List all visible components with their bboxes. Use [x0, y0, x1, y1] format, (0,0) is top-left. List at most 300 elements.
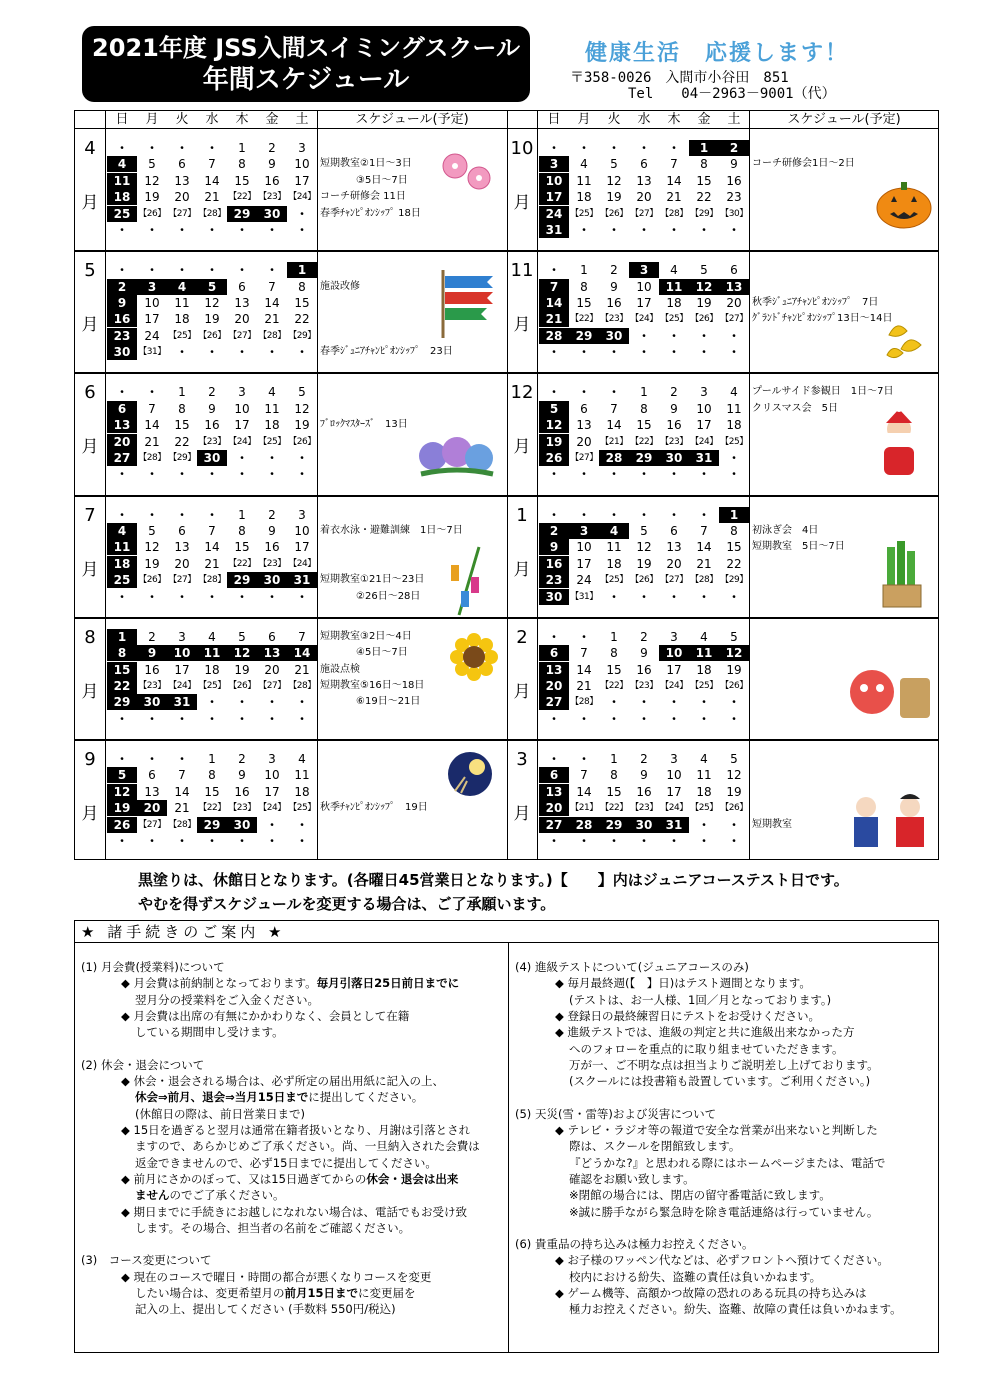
calendar-day: ・	[175, 263, 188, 278]
calendar-day: ・	[547, 752, 560, 766]
calendar-day: 15	[107, 662, 137, 678]
calendar-day: 9	[640, 646, 648, 661]
calendar-day: 28	[569, 817, 599, 833]
weekday-header: 金	[265, 112, 279, 127]
calendar-day: 【27】	[630, 208, 658, 219]
calendar-day: 8	[238, 157, 246, 172]
calendar-day: 6	[268, 629, 276, 644]
calendar-day: 19	[204, 312, 220, 327]
calendar-day: 15	[636, 418, 652, 433]
calendar-day: 【28】	[198, 208, 226, 219]
title-line2: 年間スケジュール	[202, 65, 410, 95]
procedure-line: 万が一、ご不明な点は担当よりご説明差し上げております。	[569, 1057, 879, 1072]
calendar-day: 12	[204, 296, 220, 310]
calendar-day: 7	[539, 279, 569, 295]
calendar-day: ・	[697, 223, 710, 237]
calendar-day: ・	[265, 817, 278, 832]
calendar-day: ・	[205, 141, 218, 155]
calendar-day: 4	[700, 752, 708, 766]
schedule-header: スケジュール(予定)	[355, 112, 469, 127]
grid-hline	[75, 617, 938, 619]
grid-vline	[537, 111, 538, 859]
calendar-day: 14	[696, 540, 712, 555]
calendar-day: 15	[174, 418, 190, 433]
calendar-day: 28	[599, 450, 629, 466]
calendar-day: 7	[298, 629, 306, 644]
calendar-day: 【24】	[228, 436, 256, 447]
calendar-day: 30	[659, 450, 689, 466]
calendar-day: 16	[636, 784, 652, 799]
calendar-day: 【27】	[660, 575, 688, 586]
calendar-day: ・	[295, 695, 308, 710]
calendar-day: 20	[264, 662, 280, 677]
hydrangea-icon	[417, 430, 497, 484]
calendar-day: 18	[107, 556, 137, 572]
calendar-day: 17	[144, 312, 160, 327]
calendar-day: 【26】	[138, 575, 166, 586]
calendar-day: 8	[610, 768, 618, 783]
grid-hline	[75, 495, 938, 497]
calendar-day: 6	[148, 768, 156, 783]
calendar-day: ・	[265, 467, 278, 482]
calendar-day: 12	[107, 784, 137, 800]
calendar-day: 22	[107, 678, 137, 694]
procedure-line: 記入の上、提出してください (手数料 550円/税込)	[135, 1302, 396, 1317]
calendar-day: 17	[576, 556, 592, 571]
calendar-day: 1	[610, 752, 618, 766]
calendar-day: 11	[689, 645, 719, 661]
calendar-day: ・	[145, 711, 158, 726]
calendar-day: 17	[234, 418, 250, 433]
schedule-event: 短期教室⑤16日～18日	[320, 680, 425, 691]
calendar-day: 18	[606, 556, 622, 571]
calendar-day: 18	[726, 418, 742, 433]
calendar-day: ・	[265, 834, 278, 848]
calendar-day: 【22】	[198, 803, 226, 814]
calendar-day: 3	[700, 385, 708, 400]
calendar-day: 10	[576, 540, 592, 555]
kadomatsu-icon	[879, 537, 925, 613]
calendar-day: 18	[204, 662, 220, 677]
calendar-day: ・	[667, 834, 680, 848]
calendar-day: 18	[696, 662, 712, 677]
calendar-day: 31	[689, 450, 719, 466]
calendar-day: 19	[144, 556, 160, 571]
calendar-day: 30	[257, 206, 287, 222]
notice-line1: 黒塗りは、休館日となります。(各曜日45営業日となります。)【 】内はジュニアコーステスト日です。	[138, 871, 849, 889]
calendar-day: 8	[178, 401, 186, 416]
calendar-day: 16	[264, 173, 280, 188]
calendar-day: 【25】	[690, 681, 718, 691]
calendar-day: 20	[726, 296, 742, 310]
month-label: 月	[81, 315, 99, 336]
calendar-day: 16	[144, 662, 160, 677]
calendar-day: 1	[238, 141, 246, 155]
month-number: 5	[84, 260, 96, 282]
calendar-day: 【27】	[138, 819, 166, 830]
schedule-event: 春季ｼﾞｭﾆｱﾁｬﾝﾋﾟｵﾝｼｯﾌﾟ 23日	[320, 346, 453, 358]
procedure-line: ※誠に勝手ながら緊急時を除き電話連絡は行っていません。	[569, 1204, 879, 1219]
calendar-day: 2	[610, 263, 618, 278]
calendar-day: ・	[577, 345, 590, 360]
weekday-header: 月	[145, 112, 159, 127]
calendar-day: 14	[204, 173, 220, 188]
calendar-day: 30	[599, 328, 629, 344]
calendar-day: 6	[539, 767, 569, 783]
calendar-day: ・	[235, 263, 248, 278]
calendar-day: 【26】	[198, 330, 226, 341]
calendar-day: 4	[730, 385, 738, 400]
calendar-day: 【26】	[630, 575, 658, 586]
weekday-header: 日	[547, 112, 561, 127]
calendar-day: 7	[148, 401, 156, 416]
calendar-day: 1	[107, 629, 137, 645]
calendar-day: 16	[234, 784, 250, 799]
calendar-day: ・	[235, 589, 248, 604]
calendar-day: 13	[234, 296, 250, 310]
calendar-day: 17	[264, 784, 280, 799]
calendar-day: 7	[268, 279, 276, 294]
calendar-day: ・	[547, 711, 560, 726]
calendar-day: ・	[577, 629, 590, 644]
calendar-day: 7	[178, 768, 186, 783]
calendar-day: ・	[637, 589, 650, 604]
calendar-day: 6	[238, 279, 246, 294]
schedule-event: 着衣水泳・避難訓練 1日～7日	[320, 525, 463, 536]
calendar-day: 20	[174, 190, 190, 205]
calendar-day: ・	[295, 817, 308, 832]
calendar-day: 【26】	[720, 681, 748, 691]
calendar-day: 27	[107, 450, 137, 466]
calendar-day: 2	[640, 752, 648, 766]
procedure-line: ◆ ゲーム機等、高額かつ故障の恐れのある玩具の持ち込みは	[555, 1286, 867, 1300]
carp-streamer-icon	[437, 268, 501, 344]
calendar-day: ・	[727, 328, 740, 343]
calendar-day: ・	[607, 345, 620, 360]
calendar-day: 12	[539, 417, 569, 433]
calendar-day: 【27】	[258, 681, 286, 691]
calendar-day: 【22】	[228, 192, 256, 203]
calendar-day: 3	[629, 262, 659, 278]
calendar-day: ・	[577, 752, 590, 766]
calendar-day: 1	[610, 629, 618, 644]
calendar-day: 29	[227, 206, 257, 222]
calendar-day: 17	[539, 189, 569, 205]
calendar-day: ・	[145, 263, 158, 278]
calendar-day: 13	[539, 784, 569, 800]
calendar-day: 14	[144, 418, 160, 433]
calendar-day: ・	[667, 711, 680, 726]
calendar-day: 【27】	[720, 314, 748, 325]
calendar-day: ・	[235, 223, 248, 237]
calendar-day: 【22】	[570, 314, 598, 325]
calendar-day: 3	[178, 629, 186, 644]
calendar-day: 2	[107, 279, 137, 295]
month-label: 月	[81, 193, 99, 213]
procedure-line: へのフォローを重点的に取り組ませていただきます。	[569, 1041, 844, 1056]
calendar-day: ・	[295, 711, 308, 726]
calendar-day: 9	[730, 157, 738, 172]
calendar-day: 21	[204, 190, 220, 205]
calendar-day: 【26】	[690, 314, 718, 325]
calendar-day: 【25】	[600, 575, 628, 586]
calendar-day: 5	[107, 767, 137, 783]
procedure-line: (5) 天災(雪・雷等)および災害について	[515, 1106, 717, 1121]
calendar-day: 2	[268, 507, 276, 522]
calendar-day: ・	[547, 467, 560, 482]
calendar-day: ・	[637, 834, 650, 848]
calendar-day: 11	[264, 401, 280, 416]
calendar-day: ・	[265, 451, 278, 465]
calendar-day: 29	[227, 572, 257, 588]
calendar-day: 3	[670, 752, 678, 766]
calendar-day: ・	[115, 711, 128, 726]
calendar-day: ・	[727, 817, 740, 832]
calendar-day: 10	[539, 173, 569, 189]
calendar-day: 22	[294, 312, 310, 327]
calendar-day: 25	[107, 572, 137, 588]
calendar-day: 13	[107, 417, 137, 433]
calendar-day: 【30】	[720, 208, 748, 219]
calendar-day: 7	[580, 646, 588, 661]
calendar-day: 【25】	[288, 803, 316, 814]
calendar-day: 18	[294, 784, 310, 799]
schedule-event: 短期教室 5日～7日	[752, 541, 845, 553]
calendar-day: 18	[576, 190, 592, 205]
calendar-day: ・	[235, 834, 248, 848]
calendar-day: 16	[539, 556, 569, 572]
calendar-day: 8	[580, 279, 588, 294]
calendar-day: 4	[107, 523, 137, 539]
calendar-day: 17	[666, 662, 682, 677]
calendar-day: 4	[167, 279, 197, 295]
calendar-day: 5	[640, 524, 648, 538]
calendar-day: 3	[238, 385, 246, 400]
calendar-day: 16	[726, 173, 742, 188]
calendar-day: 【27】	[570, 453, 598, 463]
calendar-day: 29	[107, 694, 137, 710]
calendar-day: 17	[294, 173, 310, 188]
schedule-event: 短期教室	[752, 818, 792, 830]
procedure-line: ◆ 休会・退会される場合は、必ず所定の届出用紙に記入の上、	[121, 1074, 444, 1089]
calendar-day: 【26】	[228, 681, 256, 691]
calendar-day: 【27】	[168, 575, 196, 586]
calendar-day: 29	[599, 817, 629, 833]
calendar-day: 25	[107, 206, 137, 222]
calendar-day: 【25】	[720, 436, 748, 447]
calendar-day: 13	[257, 645, 287, 661]
calendar-day: 【21】	[570, 803, 598, 814]
calendar-day: ・	[175, 589, 188, 604]
calendar-day: 【23】	[600, 314, 628, 325]
grid-vline	[507, 111, 508, 859]
calendar-day: 【26】	[288, 436, 316, 447]
calendar-day: 30	[227, 817, 257, 833]
calendar-day: 1	[178, 385, 186, 400]
calendar-day: 【23】	[138, 681, 166, 691]
calendar-day: ・	[235, 451, 248, 465]
calendar-day: 11	[659, 279, 689, 295]
schedule-event: ﾌﾞﾛｯｸﾏｽﾀｰｽﾞ 13日	[320, 419, 408, 431]
calendar-day: ・	[235, 695, 248, 710]
calendar-day: 12	[719, 645, 749, 661]
calendar-day: 8	[700, 157, 708, 172]
calendar-day: 【23】	[228, 803, 256, 814]
calendar-day: 【28】	[258, 330, 286, 341]
calendar-day: 20	[174, 556, 190, 571]
calendar-day: ・	[115, 507, 128, 522]
calendar-day: ・	[697, 345, 710, 360]
calendar-day: 20	[636, 190, 652, 205]
procedure-line: ◆ テレビ・ラジオ等の報道で安全な営業が出来ないと判断した	[555, 1123, 878, 1137]
calendar-day: 15	[576, 296, 592, 310]
calendar-day: 30	[539, 589, 569, 605]
calendar-day: 16	[636, 662, 652, 677]
calendar-day: 23	[726, 190, 742, 205]
month-number: 7	[84, 504, 96, 526]
calendar-day: 3	[569, 523, 599, 539]
calendar-day: ・	[175, 507, 188, 522]
calendar-day: 15	[294, 296, 310, 310]
calendar-day: 5	[238, 629, 246, 644]
procedure-line: ※閉館の場合には、閉店の留守番電話に致します。	[569, 1188, 831, 1203]
calendar-day: 19	[726, 662, 742, 677]
calendar-day: ・	[607, 589, 620, 604]
calendar-day: ・	[175, 711, 188, 726]
calendar-day: ・	[145, 507, 158, 522]
schedule-event: コーチ研修会 11日	[320, 191, 406, 203]
calendar-day: 8	[107, 645, 137, 661]
procedure-line: ◆ 15日を過ぎると翌月は通常在籍者扱いとなり、月謝は引落とされ	[121, 1123, 471, 1137]
calendar-day: 【23】	[258, 558, 286, 569]
procedure-line: ◆ 前月にさかのぼって、又は15日過ぎてからの休会・退会は出来	[121, 1171, 459, 1186]
calendar-day: 11	[107, 173, 137, 189]
calendar-day: ・	[265, 695, 278, 710]
calendar-day: 13	[576, 418, 592, 433]
calendar-day: ・	[547, 141, 560, 155]
calendar-day: 【23】	[198, 436, 226, 447]
calendar-day: ・	[667, 223, 680, 237]
procedure-line: (4) 進級テストについて(ジュニアコースのみ)	[515, 960, 749, 974]
address	[570, 70, 836, 102]
calendar-day: 7	[670, 157, 678, 172]
calendar-day: 10	[294, 524, 310, 538]
calendar-day: 2	[539, 523, 569, 539]
calendar-day: 21	[576, 679, 592, 693]
calendar-day: ・	[577, 834, 590, 848]
calendar-day: ・	[205, 223, 218, 237]
calendar-day: ・	[205, 711, 218, 726]
month-number: 3	[516, 749, 528, 770]
calendar-day: 18	[107, 189, 137, 205]
weekday-header: 木	[235, 112, 249, 127]
calendar-day: 15	[234, 540, 250, 555]
calendar-day: 21	[144, 434, 160, 449]
calendar-day: ・	[295, 451, 308, 465]
calendar-day: ・	[727, 467, 740, 482]
calendar-day: 【24】	[288, 558, 316, 569]
calendar-day: ・	[115, 834, 128, 848]
calendar-day: 12	[294, 401, 310, 416]
calendar-day: 【29】	[690, 208, 718, 219]
weekday-header: 土	[295, 112, 309, 127]
calendar-day: 4	[208, 629, 216, 644]
pumpkin-icon	[874, 178, 934, 234]
calendar-day: ・	[235, 345, 248, 360]
procedure-line: したい場合は、変更希望月の前月15日までに変更届を	[135, 1286, 416, 1300]
calendar-day: 30	[197, 450, 227, 466]
calendar-day: 1	[238, 507, 246, 522]
calendar-day: 【25】	[570, 208, 598, 219]
calendar-day: ・	[637, 328, 650, 343]
calendar-day: 20	[107, 434, 137, 450]
calendar-day: 7	[580, 768, 588, 783]
calendar-day: 12	[636, 540, 652, 555]
calendar-day: 31	[539, 222, 569, 238]
calendar-day: ・	[607, 467, 620, 482]
calendar-day: 30	[257, 572, 287, 588]
schedule-event: 春季ﾁｬﾝﾋﾟｵﾝｼｯﾌﾟ 18日	[320, 207, 421, 219]
schedule-event: 初泳ぎ会 4日	[752, 525, 819, 536]
calendar-day: 14	[576, 784, 592, 799]
procedure-line: (休館日の際は、前日営業日まで)	[135, 1106, 305, 1121]
calendar-day: 15	[696, 173, 712, 188]
calendar-day: 【29】	[288, 330, 316, 341]
calendar-day: 8	[610, 646, 618, 661]
calendar-day: ・	[205, 695, 218, 710]
weekday-header: 火	[175, 112, 189, 127]
calendar-day: 6	[730, 263, 738, 278]
weekday-header: 日	[115, 112, 129, 127]
calendar-day: 16	[204, 418, 220, 433]
calendar-day: ・	[547, 263, 560, 278]
calendar-day: 3	[298, 141, 306, 155]
procedure-line: ◆ 毎月最終週(【 】日)はテスト週間となります。	[555, 976, 811, 991]
setsubun-icon	[844, 662, 934, 726]
calendar-day: 【25】	[258, 436, 286, 447]
calendar-day: 2	[238, 752, 246, 766]
schedule-event: ⑥19日～21日	[356, 696, 421, 708]
calendar-day: 21	[696, 556, 712, 571]
procedure-line: している期間申し受けます。	[135, 1025, 284, 1040]
calendar-day: 17	[174, 662, 190, 677]
calendar-day: 14	[264, 296, 280, 310]
calendar-day: 【23】	[258, 192, 286, 203]
calendar-day: ・	[175, 141, 188, 155]
procedure-line: ◆ 期日までに手続きにお越しになれない場合は、電話でもお受け致	[121, 1204, 467, 1219]
calendar-day: 6	[640, 157, 648, 172]
calendar-day: 15	[606, 784, 622, 799]
calendar-day: 4	[298, 752, 306, 766]
calendar-day: ・	[577, 711, 590, 726]
calendar-day: 【25】	[660, 314, 688, 325]
calendar-day: 7	[208, 157, 216, 172]
calendar-day: 19	[234, 662, 250, 677]
calendar-day: 26	[107, 817, 137, 833]
calendar-day: ・	[727, 711, 740, 726]
calendar-day: 9	[268, 157, 276, 172]
calendar-day: 6	[580, 401, 588, 416]
calendar-day: 11	[696, 768, 712, 783]
schedule-event: ②26日～28日	[356, 590, 421, 602]
calendar-day: 6	[670, 524, 678, 538]
calendar-day: 【31】	[570, 591, 598, 602]
calendar-day: ・	[637, 223, 650, 237]
calendar-day: ・	[667, 467, 680, 482]
procedures-title: ★ 諸手続きのご案内 ★	[75, 921, 938, 943]
calendar-day: 2	[208, 385, 216, 400]
grid-hline	[75, 128, 938, 129]
